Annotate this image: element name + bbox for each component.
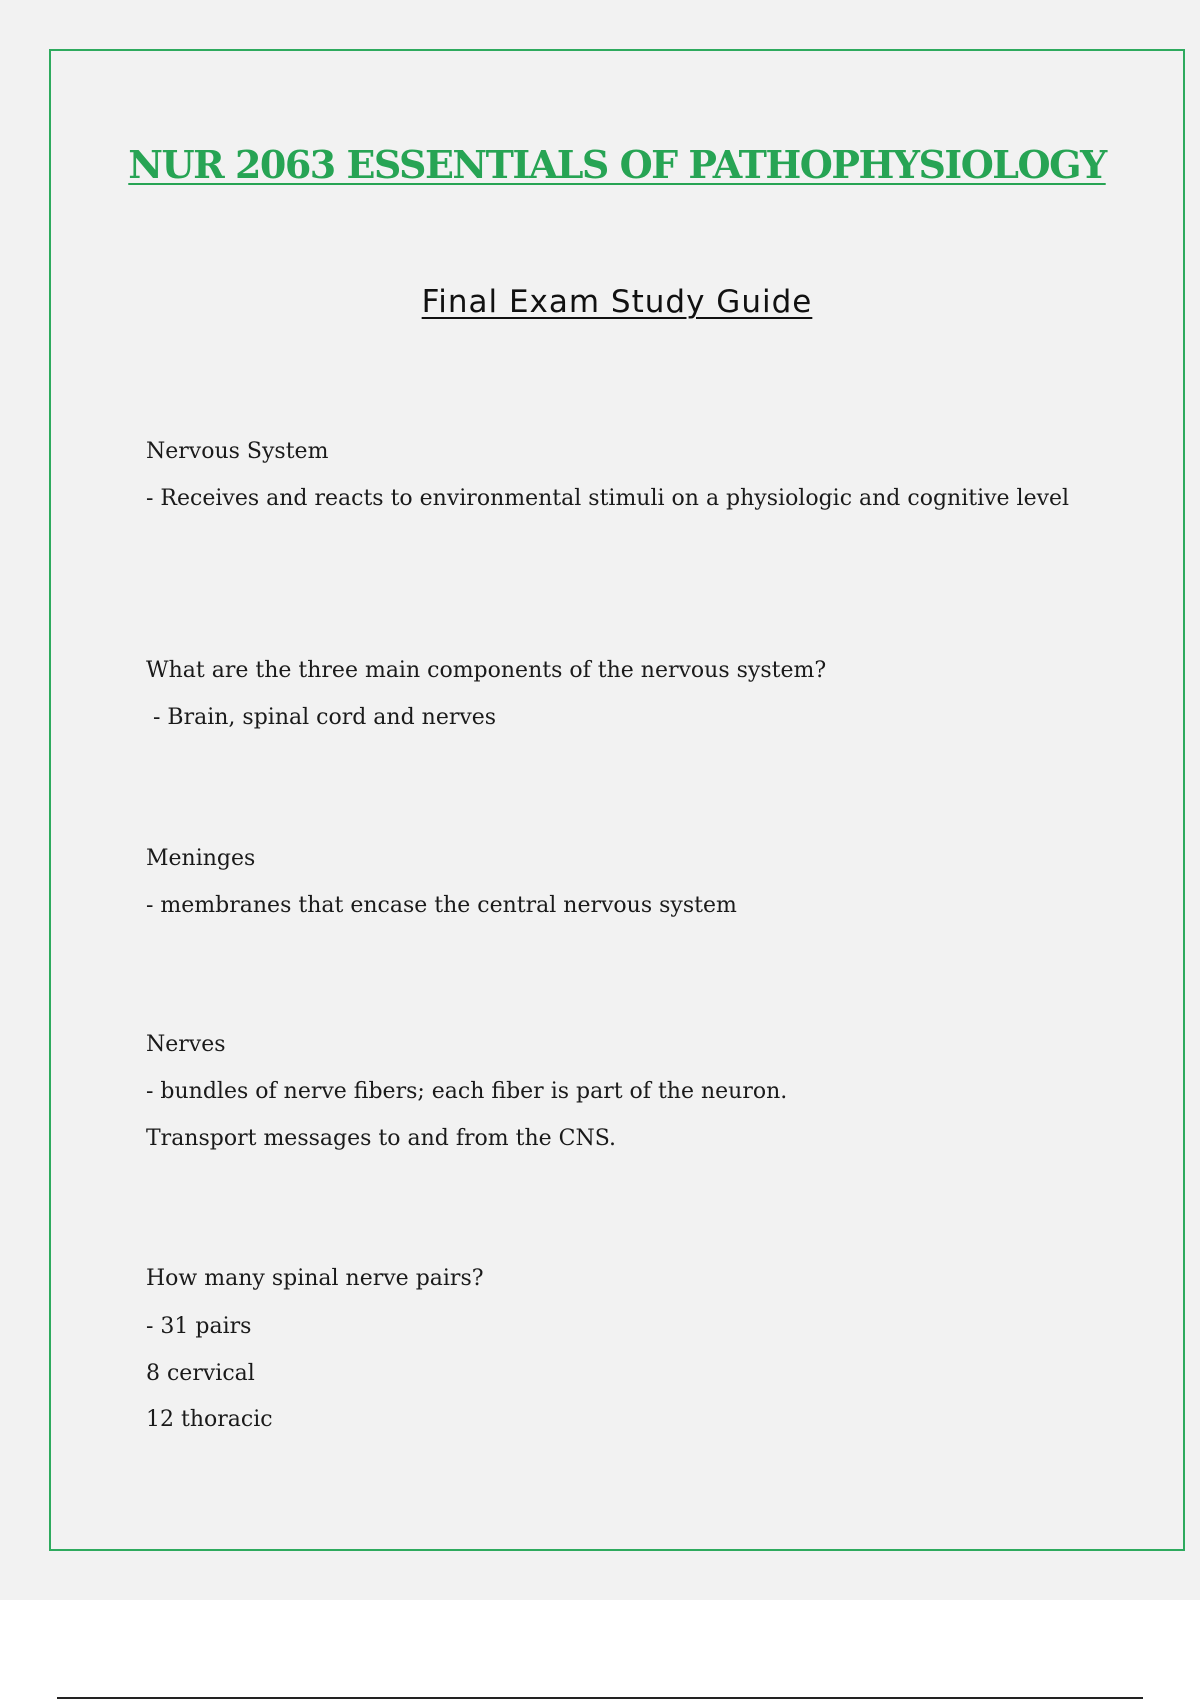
section-text-nerves-1: - bundles of nerve fibers; each fiber is part of the neuron. <box>146 1079 788 1104</box>
section-text-meninges: - membranes that encase the central nervous system <box>146 893 737 918</box>
section-heading-nervous-system: Nervous System <box>146 439 329 464</box>
footer-divider <box>57 1697 1143 1699</box>
section-heading-meninges: Meninges <box>146 846 256 871</box>
section-heading-components: What are the three main components of the nervous system? <box>146 658 827 683</box>
section-text-nerves-2: Transport messages to and from the CNS. <box>146 1126 616 1151</box>
section-heading-spinal-pairs: How many spinal nerve pairs? <box>146 1266 484 1291</box>
section-text-nervous-system: - Receives and reacts to environmental stimuli on a physiologic and cognitive level <box>146 486 1070 511</box>
section-text-spinal-pairs-3: 12 thoracic <box>146 1407 273 1432</box>
section-text-spinal-pairs-1: - 31 pairs <box>146 1314 252 1339</box>
document-subtitle: Final Exam Study Guide <box>421 284 813 320</box>
section-text-spinal-pairs-2: 8 cervical <box>146 1361 255 1386</box>
document-title: NUR 2063 ESSENTIALS OF PATHOPHYSIOLOGY <box>128 142 1106 187</box>
section-text-components: - Brain, spinal cord and nerves <box>146 705 497 730</box>
section-heading-nerves: Nerves <box>146 1032 226 1057</box>
